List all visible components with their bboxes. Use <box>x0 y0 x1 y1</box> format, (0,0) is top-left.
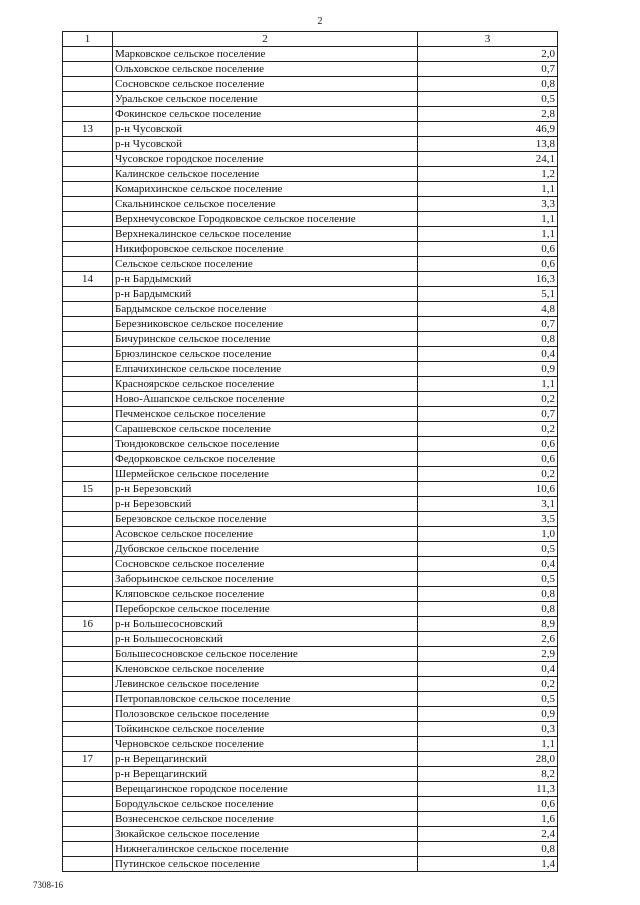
value-cell: 1,1 <box>418 227 558 242</box>
territory-name-cell: Ново-Ашапское сельское поселение <box>113 392 418 407</box>
table-row <box>63 452 558 467</box>
value-cell: 46,9 <box>418 122 558 137</box>
row-number-cell <box>63 707 113 722</box>
row-number-cell: 14 <box>63 272 113 287</box>
table-row <box>63 482 558 497</box>
row-number-cell <box>63 287 113 302</box>
territory-name-cell: Калинское сельское поселение <box>113 167 418 182</box>
table-row <box>63 752 558 767</box>
table-row <box>63 467 558 482</box>
table-row <box>63 527 558 542</box>
value-cell: 0,7 <box>418 62 558 77</box>
row-number-cell <box>63 437 113 452</box>
table-row <box>63 842 558 857</box>
value-cell: 0,6 <box>418 257 558 272</box>
table-row <box>63 782 558 797</box>
row-number-cell <box>63 542 113 557</box>
territory-name-cell: Бардымское сельское поселение <box>113 302 418 317</box>
value-cell: 1,1 <box>418 212 558 227</box>
value-cell: 8,9 <box>418 617 558 632</box>
value-cell: 0,6 <box>418 437 558 452</box>
table-row <box>63 587 558 602</box>
territory-name-cell: Шермейское сельское поселение <box>113 467 418 482</box>
territory-name-cell: Большесосновское сельское поселение <box>113 647 418 662</box>
row-number-cell <box>63 827 113 842</box>
territory-name-cell: Нижнегалинское сельское поселение <box>113 842 418 857</box>
territory-name-cell: р-н Верещагинский <box>113 767 418 782</box>
row-number-cell <box>63 737 113 752</box>
column-header-3: 3 <box>418 32 558 47</box>
value-cell: 2,0 <box>418 47 558 62</box>
row-number-cell <box>63 197 113 212</box>
row-number-cell <box>63 227 113 242</box>
row-number-cell: 17 <box>63 752 113 767</box>
table-row <box>63 347 558 362</box>
territory-name-cell: Марковское сельское поселение <box>113 47 418 62</box>
value-cell: 0,5 <box>418 692 558 707</box>
territory-name-cell: р-н Большесосновский <box>113 632 418 647</box>
row-number-cell <box>63 782 113 797</box>
territory-name-cell: Никифоровское сельское поселение <box>113 242 418 257</box>
row-number-cell <box>63 302 113 317</box>
territory-name-cell: Сосновское сельское поселение <box>113 77 418 92</box>
table-row <box>63 227 558 242</box>
table-row <box>63 377 558 392</box>
row-number-cell <box>63 587 113 602</box>
territory-name-cell: р-н Березовский <box>113 497 418 512</box>
territory-name-cell: р-н Чусовской <box>113 122 418 137</box>
territory-name-cell: Фокинское сельское поселение <box>113 107 418 122</box>
row-number-cell <box>63 812 113 827</box>
territory-name-cell: Скальнинское сельское поселение <box>113 197 418 212</box>
territory-name-cell: Путинское сельское поселение <box>113 857 418 872</box>
row-number-cell <box>63 332 113 347</box>
value-cell: 0,5 <box>418 542 558 557</box>
row-number-cell <box>63 317 113 332</box>
table-row <box>63 92 558 107</box>
value-cell: 2,6 <box>418 632 558 647</box>
territory-name-cell: Брюзлинское сельское поселение <box>113 347 418 362</box>
table-row <box>63 737 558 752</box>
row-number-cell <box>63 497 113 512</box>
table-row <box>63 602 558 617</box>
table-row <box>63 857 558 872</box>
row-number-cell <box>63 692 113 707</box>
value-cell: 0,4 <box>418 662 558 677</box>
value-cell: 1,1 <box>418 182 558 197</box>
row-number-cell <box>63 767 113 782</box>
row-number-cell: 16 <box>63 617 113 632</box>
row-number-cell <box>63 77 113 92</box>
table-row <box>63 767 558 782</box>
value-cell: 0,7 <box>418 407 558 422</box>
row-number-cell <box>63 647 113 662</box>
value-cell: 0,6 <box>418 452 558 467</box>
table-row <box>63 182 558 197</box>
territory-name-cell: Черновское сельское поселение <box>113 737 418 752</box>
row-number-cell <box>63 677 113 692</box>
table-row <box>63 632 558 647</box>
territory-name-cell: Елпачихинское сельское поселение <box>113 362 418 377</box>
table-row <box>63 617 558 632</box>
row-number-cell <box>63 62 113 77</box>
row-number-cell <box>63 152 113 167</box>
territory-name-cell: Комарихинское сельское поселение <box>113 182 418 197</box>
value-cell: 1,1 <box>418 377 558 392</box>
row-number-cell <box>63 632 113 647</box>
value-cell: 1,0 <box>418 527 558 542</box>
territory-name-cell: р-н Чусовской <box>113 137 418 152</box>
territory-name-cell: Верхнекалинское сельское поселение <box>113 227 418 242</box>
territory-name-cell: Тюндюковское сельское поселение <box>113 437 418 452</box>
row-number-cell <box>63 212 113 227</box>
row-number-cell <box>63 467 113 482</box>
row-number-cell <box>63 347 113 362</box>
table-row <box>63 287 558 302</box>
table-row <box>63 317 558 332</box>
value-cell: 5,1 <box>418 287 558 302</box>
row-number-cell <box>63 602 113 617</box>
table-row <box>63 497 558 512</box>
row-number-cell <box>63 452 113 467</box>
value-cell: 0,8 <box>418 332 558 347</box>
territory-name-cell: Переборское сельское поселение <box>113 602 418 617</box>
value-cell: 0,2 <box>418 467 558 482</box>
territory-name-cell: Петропавловское сельское поселение <box>113 692 418 707</box>
value-cell: 0,6 <box>418 242 558 257</box>
row-number-cell <box>63 512 113 527</box>
value-cell: 16,3 <box>418 272 558 287</box>
value-cell: 24,1 <box>418 152 558 167</box>
territory-name-cell: р-н Бардымский <box>113 287 418 302</box>
territory-name-cell: р-н Большесосновский <box>113 617 418 632</box>
territory-name-cell: Бичуринское сельское поселение <box>113 332 418 347</box>
table-row <box>63 542 558 557</box>
value-cell: 2,9 <box>418 647 558 662</box>
row-number-cell <box>63 242 113 257</box>
table-row <box>63 77 558 92</box>
value-cell: 2,8 <box>418 107 558 122</box>
row-number-cell <box>63 257 113 272</box>
row-number-cell <box>63 422 113 437</box>
territory-name-cell: Левинское сельское поселение <box>113 677 418 692</box>
table-row <box>63 122 558 137</box>
value-cell: 3,3 <box>418 197 558 212</box>
table-row <box>63 692 558 707</box>
territory-name-cell: Чусовское городское поселение <box>113 152 418 167</box>
row-number-cell <box>63 662 113 677</box>
column-header-2: 2 <box>113 32 418 47</box>
table-row <box>63 47 558 62</box>
row-number-cell: 13 <box>63 122 113 137</box>
value-cell: 1,6 <box>418 812 558 827</box>
territory-name-cell: Красноярское сельское поселение <box>113 377 418 392</box>
table-row <box>63 197 558 212</box>
territory-name-cell: Верхнечусовское Городковское сельское поселение <box>113 212 418 227</box>
table-row <box>63 812 558 827</box>
territory-name-cell: Бородульское сельское поселение <box>113 797 418 812</box>
value-cell: 13,8 <box>418 137 558 152</box>
table-row <box>63 242 558 257</box>
row-number-cell <box>63 167 113 182</box>
table-row <box>63 677 558 692</box>
table-row <box>63 257 558 272</box>
table-row <box>63 647 558 662</box>
document-code: 7308-16 <box>33 880 63 890</box>
table-row <box>63 722 558 737</box>
table-row <box>63 512 558 527</box>
table-row <box>63 407 558 422</box>
territory-name-cell: Березовское сельское поселение <box>113 512 418 527</box>
value-cell: 1,2 <box>418 167 558 182</box>
page-number: 2 <box>317 16 323 27</box>
table-row <box>63 557 558 572</box>
row-number-cell <box>63 527 113 542</box>
row-number-cell <box>63 47 113 62</box>
value-cell: 0,2 <box>418 677 558 692</box>
value-cell: 1,4 <box>418 857 558 872</box>
value-cell: 0,7 <box>418 317 558 332</box>
table-row <box>63 332 558 347</box>
row-number-cell: 15 <box>63 482 113 497</box>
allocation-table <box>62 31 558 872</box>
row-number-cell <box>63 857 113 872</box>
table-row <box>63 107 558 122</box>
value-cell: 0,9 <box>418 707 558 722</box>
value-cell: 0,5 <box>418 92 558 107</box>
value-cell: 0,8 <box>418 602 558 617</box>
row-number-cell <box>63 92 113 107</box>
table-row <box>63 827 558 842</box>
table-row <box>63 392 558 407</box>
territory-name-cell: Верещагинское городское поселение <box>113 782 418 797</box>
territory-name-cell: Кляповское сельское поселение <box>113 587 418 602</box>
table-row <box>63 272 558 287</box>
value-cell: 0,3 <box>418 722 558 737</box>
table-row <box>63 362 558 377</box>
value-cell: 1,1 <box>418 737 558 752</box>
territory-name-cell: р-н Верещагинский <box>113 752 418 767</box>
row-number-cell <box>63 182 113 197</box>
territory-name-cell: Тойкинское сельское поселение <box>113 722 418 737</box>
row-number-cell <box>63 137 113 152</box>
territory-name-cell: Ольховское сельское поселение <box>113 62 418 77</box>
table-row <box>63 422 558 437</box>
value-cell: 0,8 <box>418 587 558 602</box>
table-row <box>63 302 558 317</box>
table-row <box>63 212 558 227</box>
table-row <box>63 572 558 587</box>
territory-name-cell: Сосновское сельское поселение <box>113 557 418 572</box>
value-cell: 0,2 <box>418 422 558 437</box>
value-cell: 0,2 <box>418 392 558 407</box>
territory-name-cell: Уральское сельское поселение <box>113 92 418 107</box>
row-number-cell <box>63 572 113 587</box>
territory-name-cell: Вознесенское сельское поселение <box>113 812 418 827</box>
row-number-cell <box>63 722 113 737</box>
table-row <box>63 797 558 812</box>
value-cell: 0,9 <box>418 362 558 377</box>
value-cell: 11,3 <box>418 782 558 797</box>
table-row <box>63 437 558 452</box>
value-cell: 0,6 <box>418 797 558 812</box>
row-number-cell <box>63 407 113 422</box>
value-cell: 4,8 <box>418 302 558 317</box>
value-cell: 3,5 <box>418 512 558 527</box>
row-number-cell <box>63 377 113 392</box>
territory-name-cell: Березниковское сельское поселение <box>113 317 418 332</box>
value-cell: 8,2 <box>418 767 558 782</box>
territory-name-cell: Печменское сельское поселение <box>113 407 418 422</box>
value-cell: 10,6 <box>418 482 558 497</box>
territory-name-cell: Федорковское сельское поселение <box>113 452 418 467</box>
value-cell: 0,5 <box>418 572 558 587</box>
value-cell: 3,1 <box>418 497 558 512</box>
territory-name-cell: р-н Березовский <box>113 482 418 497</box>
value-cell: 0,8 <box>418 77 558 92</box>
column-header-1: 1 <box>63 32 113 47</box>
value-cell: 0,4 <box>418 557 558 572</box>
value-cell: 2,4 <box>418 827 558 842</box>
row-number-cell <box>63 362 113 377</box>
value-cell: 0,8 <box>418 842 558 857</box>
territory-name-cell: Сарашевское сельское поселение <box>113 422 418 437</box>
row-number-cell <box>63 797 113 812</box>
row-number-cell <box>63 392 113 407</box>
row-number-cell <box>63 842 113 857</box>
table-row <box>63 152 558 167</box>
row-number-cell <box>63 557 113 572</box>
territory-name-cell: Заборьинское сельское поселение <box>113 572 418 587</box>
table-header-row <box>63 32 558 47</box>
territory-name-cell: р-н Бардымский <box>113 272 418 287</box>
value-cell: 0,4 <box>418 347 558 362</box>
territory-name-cell: Сельское сельское поселение <box>113 257 418 272</box>
territory-name-cell: Дубовское сельское поселение <box>113 542 418 557</box>
row-number-cell <box>63 107 113 122</box>
territory-name-cell: Асовское сельское поселение <box>113 527 418 542</box>
territory-name-cell: Зюкайское сельское поселение <box>113 827 418 842</box>
territory-name-cell: Кленовское сельское поселение <box>113 662 418 677</box>
table-row <box>63 707 558 722</box>
value-cell: 28,0 <box>418 752 558 767</box>
territory-name-cell: Полозовское сельское поселение <box>113 707 418 722</box>
table-row <box>63 62 558 77</box>
table-row <box>63 137 558 152</box>
table-row <box>63 662 558 677</box>
table-row <box>63 167 558 182</box>
